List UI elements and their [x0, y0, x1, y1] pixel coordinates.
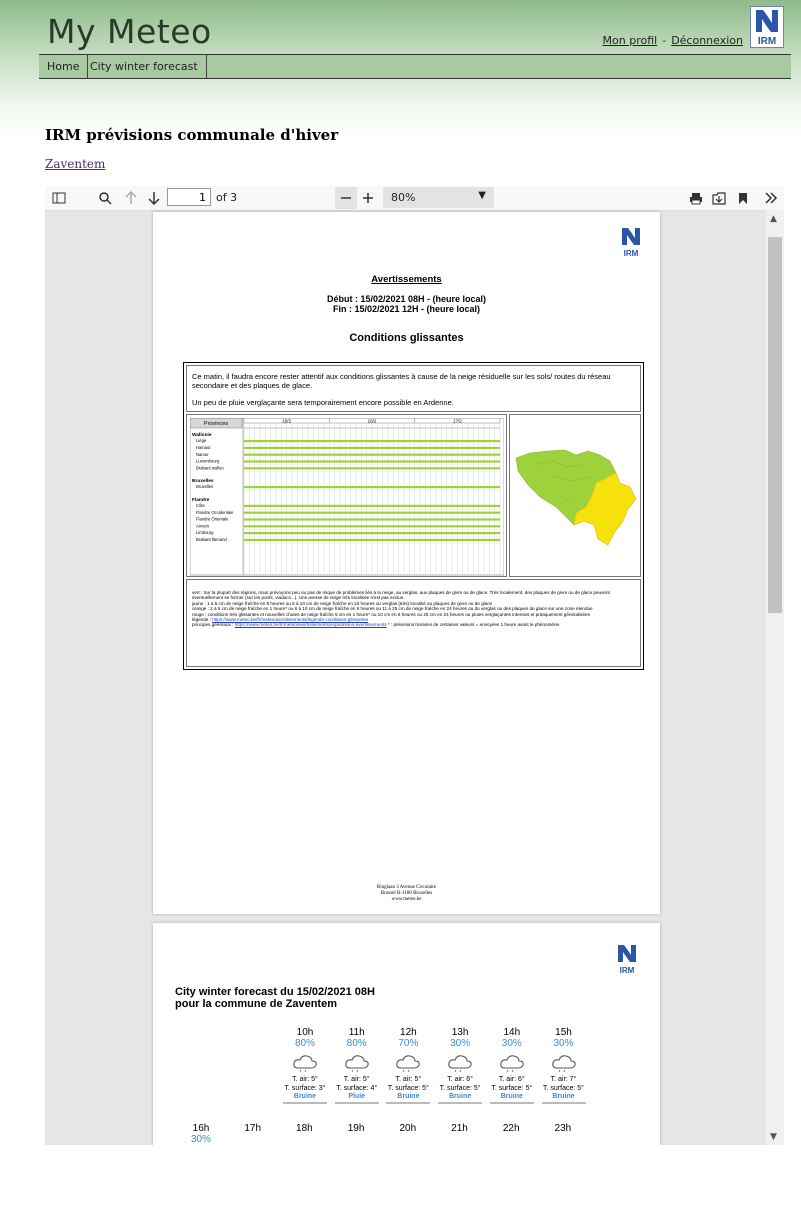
hour-label: 10h [296, 1027, 314, 1038]
pdf-toolbar [45, 186, 784, 211]
hour-column [538, 1123, 588, 1134]
province-label: Limbourg [196, 530, 214, 536]
group-label: Bruxelles [192, 479, 214, 484]
province-label: Namur [196, 451, 209, 457]
warning-bar [244, 525, 500, 527]
legend-url-link[interactable]: https://www.meteo.be/fr/meteo/avertissements/legende-conditions-glissantes [212, 617, 369, 623]
condition-title: Conditions glissantes [349, 332, 464, 344]
column-underline [542, 1102, 586, 1104]
scroll-up-icon[interactable]: ▲ [770, 214, 777, 224]
principles-url-link[interactable]: https://www.meteo.be/fr/meteo/avertissements/explications-avertissements [234, 622, 387, 628]
svg-text:IRM: IRM [619, 966, 635, 975]
hour-label: 19h [347, 1123, 365, 1134]
province-label: Bruxelles [196, 484, 214, 490]
site-title: My Meteo [47, 12, 212, 51]
page-count: of 3 [216, 191, 238, 204]
surface-temperature: T. surface: 5° [439, 1085, 481, 1092]
hour-column [383, 1027, 433, 1104]
warnings-title: Avertissements [371, 274, 442, 285]
legend-rouge: rouge : conditions très glissantes et nouvelles chutes de neige fraîche 5 cm en 1 heure* ou 10 cm en 6 heures ou 25 cm en 24 heures ou pluies verglaçantes intenses et pratiquement généralisées [192, 611, 590, 617]
air-temperature: T. air: 6° [447, 1076, 473, 1083]
scrollbar[interactable] [766, 210, 784, 1145]
warning-bar [244, 440, 500, 442]
previous-page-icon[interactable] [123, 189, 139, 207]
hour-column [176, 1123, 226, 1145]
column-underline [283, 1102, 327, 1104]
warning-text-1: Ce matin, il faudra encore rester attentif aux conditions glissantes à cause de la neige résiduelle sur les sols/ routes du réseau secondaire et des plaques de glace. [192, 372, 611, 390]
hour-label: 13h [451, 1027, 469, 1038]
precip-probability: 70% [398, 1038, 419, 1049]
province-label: Brabant wallon [196, 465, 224, 471]
air-temperature: T. air: 5° [343, 1076, 370, 1083]
forecast-title-line-1: City winter forecast du 15/02/2021 08H [175, 986, 375, 998]
weather-description: Bruine [552, 1093, 575, 1100]
next-page-icon[interactable] [146, 189, 162, 207]
province-label: Hainaut [196, 445, 211, 450]
warning-bar [244, 505, 500, 507]
irm-logo-small [615, 943, 639, 975]
warning-bar [244, 539, 500, 541]
pdf-page-1 [153, 212, 660, 914]
hour-label: 18h [296, 1123, 313, 1134]
surface-temperature: T. surface: 4° [336, 1085, 378, 1092]
hour-column [332, 1027, 382, 1104]
zoom-out-icon[interactable] [335, 187, 357, 209]
hour-label: 23h [554, 1123, 572, 1134]
hour-label: 12h [400, 1027, 417, 1038]
cloud-rain-icon [383, 1053, 433, 1075]
group-label: Flandre [192, 497, 210, 503]
province-label: Flandre Occidentale [196, 509, 234, 515]
column-underline [335, 1102, 379, 1104]
surface-temperature: T. surface: 5° [543, 1085, 584, 1092]
air-temperature: T. air: 6° [498, 1076, 525, 1083]
warning-bar [244, 512, 500, 514]
weather-description: Bruine [397, 1093, 420, 1100]
precip-probability: 30% [190, 1134, 211, 1145]
scroll-down-icon[interactable]: ▼ [770, 1132, 777, 1142]
legend-vert: vert : Sur la plupart des régions, nous prévoyons peu ou pas de risque de problèmes liés à la neige, au verglas, aux plaques de givre ou de glace. Très localement, des plaques de givre ou de glace peuvent éventuellement se former (sur les ponts, viaducs...). Une averse de neige très localisée n'est pas exclue. [192, 590, 610, 601]
legend-box [186, 579, 641, 667]
hour-column [487, 1027, 537, 1104]
province-label: Liège [196, 438, 207, 444]
day-header: 15/2 [282, 418, 292, 424]
cloud-rain-icon [280, 1053, 330, 1075]
province-label: Brabant flamand [196, 537, 227, 542]
cloud-rain-icon [539, 1053, 589, 1075]
surface-temperature: T. surface: 5° [491, 1085, 533, 1092]
link-separator: - [662, 34, 667, 47]
weather-description: Bruine [449, 1093, 472, 1100]
logo-text: IRM [757, 36, 777, 47]
footer-line-1: Ringlaan 3 Avenue Circulaire [376, 885, 437, 890]
hour-label: 21h [451, 1123, 468, 1134]
surface-temperature: T. surface: 3° [284, 1085, 326, 1092]
zoom-value: 80% [391, 191, 416, 204]
svg-text:IRM: IRM [623, 249, 639, 258]
save-icon[interactable] [711, 189, 727, 207]
chevron-down-icon: ▼ [478, 190, 486, 201]
commune-link[interactable]: Zaventem [45, 157, 106, 171]
forecast-title [175, 986, 375, 1010]
hour-column [435, 1027, 485, 1104]
search-icon[interactable] [97, 189, 113, 207]
pdf-page-2 [153, 923, 660, 1145]
main-nav [39, 54, 791, 79]
air-temperature: T. air: 5° [395, 1076, 422, 1083]
principles-label: principes généraux : [192, 622, 234, 628]
legend-jaune: jaune : 1 à 5 cm de neige fraîche en 6 heures ou 5 à 10 cm de neige fraîche en 24 heures ou verglas (très) localisé ou plaques de givre ou de glace [192, 600, 493, 606]
warning-bar [244, 447, 500, 449]
page-number-input[interactable] [167, 188, 211, 206]
surface-temperature: T. surface: 5° [387, 1085, 429, 1092]
hour-column [228, 1123, 278, 1134]
hour-label: 14h [503, 1027, 521, 1038]
page-footer [153, 885, 660, 903]
weather-description: Pluie [348, 1093, 366, 1100]
bookmark-icon[interactable] [736, 189, 750, 207]
zoom-in-icon[interactable] [360, 189, 376, 207]
warning-text-box [186, 365, 641, 412]
principles-tail: * : prévisions horaires de certaines valeurs = envoyées 1 heure avant le phénomène. [387, 622, 561, 628]
column-underline [490, 1102, 534, 1104]
print-icon[interactable] [688, 189, 704, 207]
nav-item-city-winter-forecast[interactable]: City winter forecast [82, 55, 207, 78]
irm-logo-small [619, 226, 643, 258]
warning-bar [244, 454, 500, 456]
warning-start: Début : 15/02/2021 08H - (heure local) [326, 294, 487, 304]
hour-column [279, 1123, 329, 1134]
precip-probability: 30% [553, 1038, 574, 1049]
legend-orange: orange : 2 à 5 cm de neige fraîche en 1 heure* ou 6 à 10 cm de neige fraîche en 6 heures ou 11 à 25 cm de neige fraîche en 24 heures ou du verglas ou des plaques de glace sur une zone étendue [192, 606, 593, 612]
irm-logo [750, 6, 784, 48]
day-header: 17/2 [452, 418, 462, 424]
timeline-grid [190, 418, 504, 576]
footer-line-3: www.meteo.be [391, 897, 422, 902]
province-label: Flandre Orientale [196, 516, 229, 522]
province-label: Anvers [196, 523, 210, 529]
air-temperature: T. air: 5° [292, 1076, 318, 1083]
province-label: Côte [196, 503, 205, 508]
cloud-rain-icon [435, 1053, 485, 1075]
nav-item-home[interactable]: Home [39, 55, 88, 78]
hour-column [331, 1123, 381, 1134]
province-label: Luxembourg [196, 458, 220, 464]
timeline-table [186, 414, 507, 577]
hour-column [486, 1123, 536, 1134]
precip-probability: 80% [346, 1038, 367, 1049]
hour-column [435, 1123, 485, 1134]
provinces-header: Provinces [203, 421, 229, 427]
hour-label: 15h [555, 1027, 572, 1038]
hour-label: 11h [348, 1027, 365, 1038]
cloud-rain-icon [487, 1053, 537, 1075]
footer-line-2: Brussel B-1180 Bruxelles [380, 891, 433, 896]
legend-label: légende : [192, 617, 211, 623]
zoom-select[interactable] [383, 187, 494, 208]
profile-link[interactable]: Mon profil [602, 34, 658, 47]
hour-label: 16h [192, 1123, 210, 1134]
precip-probability: 30% [450, 1038, 471, 1049]
page-title: IRM prévisions communale d'hiver [45, 126, 339, 144]
warning-box [183, 362, 644, 670]
scrollbar-thumb[interactable] [768, 237, 782, 613]
weather-description: Bruine [500, 1093, 523, 1100]
hour-label: 20h [399, 1123, 417, 1134]
pdf-viewer [45, 186, 784, 1145]
air-temperature: T. air: 7° [550, 1076, 577, 1083]
warning-bar [244, 467, 500, 469]
warning-end: Fin : 15/02/2021 12H - (heure local) [332, 304, 481, 314]
precip-probability: 80% [294, 1038, 315, 1049]
column-underline [386, 1102, 430, 1104]
warning-bar [244, 532, 500, 534]
warning-text-2: Un peu de pluie verglaçante sera temporairement encore possible en Ardenne. [192, 398, 454, 407]
cloud-rain-icon [332, 1053, 382, 1075]
warning-bar [244, 460, 500, 462]
precip-probability: 30% [501, 1038, 522, 1049]
logout-link[interactable]: Déconnexion [671, 34, 743, 47]
group-label: Wallonie [192, 433, 212, 438]
day-header: 16/2 [367, 418, 377, 424]
column-underline [438, 1102, 482, 1104]
warning-bar [244, 486, 500, 488]
belgium-map [509, 414, 641, 577]
weather-description: Bruine [293, 1093, 317, 1100]
hour-label: 17h [244, 1123, 262, 1134]
header-links [603, 34, 743, 47]
warning-bar [244, 518, 500, 520]
hour-column [539, 1027, 589, 1104]
hour-column [383, 1123, 433, 1134]
sidebar-toggle-icon[interactable] [51, 189, 67, 207]
more-tools-icon[interactable] [763, 189, 779, 207]
hour-label: 22h [502, 1123, 520, 1134]
hour-column [280, 1027, 330, 1104]
forecast-title-line-2: pour la commune de Zaventem [175, 998, 337, 1010]
